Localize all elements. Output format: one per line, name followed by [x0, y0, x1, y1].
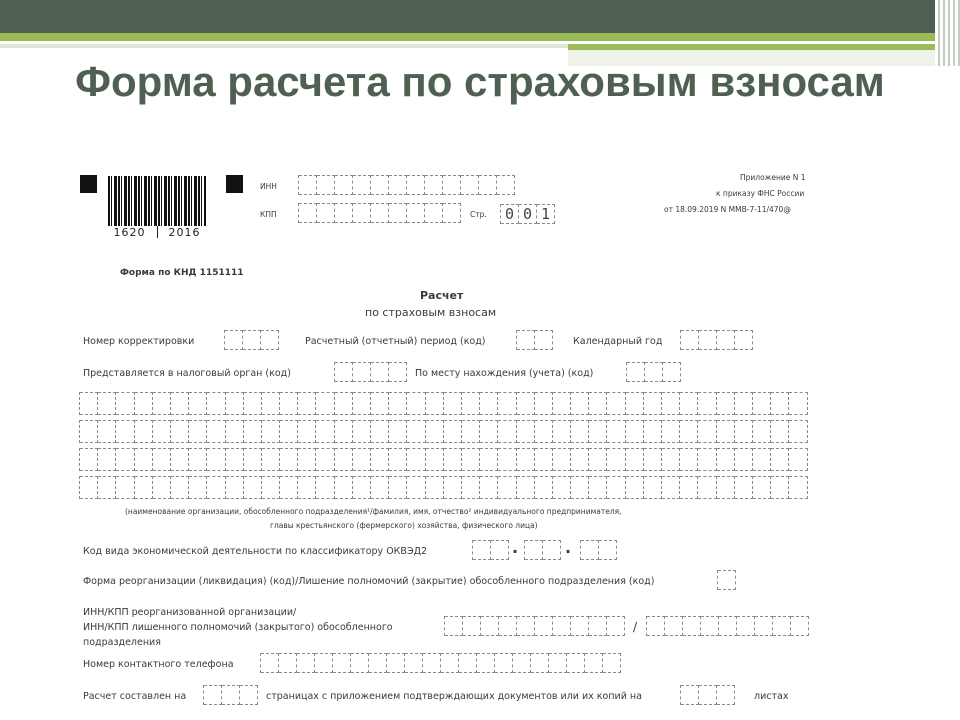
header-light-bar [0, 44, 568, 48]
org-name-cell[interactable] [644, 476, 662, 499]
org-name-cell[interactable] [771, 476, 789, 499]
org-name-cell[interactable] [335, 420, 353, 443]
org-name-cell[interactable] [262, 448, 280, 471]
org-name-cell[interactable] [316, 392, 334, 415]
org-name-cell[interactable] [462, 476, 480, 499]
org-name-cell[interactable] [607, 420, 625, 443]
org-name-cell[interactable] [353, 476, 371, 499]
org-name-caption-2: главы крестьянского (фермерского) хозяйства, физического лица) [270, 521, 538, 530]
marker-square-left [80, 175, 97, 193]
org-name-cell[interactable] [244, 476, 262, 499]
org-name-cell[interactable] [680, 420, 698, 443]
org-name-cell[interactable] [535, 476, 553, 499]
org-name-cell[interactable] [135, 420, 153, 443]
org-name-cell[interactable] [789, 448, 807, 471]
org-name-cell[interactable] [335, 392, 353, 415]
org-name-cell[interactable] [153, 476, 171, 499]
org-name-row-2[interactable] [79, 420, 808, 443]
org-name-cell[interactable] [262, 476, 280, 499]
org-name-cell[interactable] [607, 476, 625, 499]
org-name-cell[interactable] [771, 448, 789, 471]
org-name-cell[interactable] [517, 448, 535, 471]
org-name-cell[interactable] [589, 476, 607, 499]
appendix-line-1: Приложение N 1 [740, 173, 806, 182]
reorg-inn-label-1: ИНН/КПП реорганизованной организации/ [83, 607, 297, 618]
org-name-cell[interactable] [371, 420, 389, 443]
org-name-cell[interactable] [207, 476, 225, 499]
calendar-year-cells[interactable] [680, 330, 753, 350]
org-name-cell[interactable] [717, 476, 735, 499]
tax-authority-cells[interactable] [334, 362, 407, 382]
org-name-cell[interactable] [407, 448, 425, 471]
reorg-form-cell[interactable] [717, 570, 736, 590]
org-name-cell[interactable] [480, 392, 498, 415]
org-name-cell[interactable] [498, 476, 516, 499]
org-name-cell[interactable] [626, 392, 644, 415]
org-name-cell[interactable] [335, 476, 353, 499]
org-name-cell[interactable] [280, 448, 298, 471]
org-name-cell[interactable] [207, 392, 225, 415]
org-name-cell[interactable] [371, 476, 389, 499]
org-name-cell[interactable] [226, 392, 244, 415]
inn-cells[interactable] [298, 175, 515, 195]
org-name-cell[interactable] [498, 392, 516, 415]
org-name-cell[interactable] [535, 392, 553, 415]
org-name-cell[interactable] [98, 420, 116, 443]
okved-cells-3[interactable] [580, 540, 617, 560]
org-name-cell[interactable] [480, 476, 498, 499]
org-name-cell[interactable] [98, 476, 116, 499]
org-name-cell[interactable] [98, 392, 116, 415]
org-name-cell[interactable] [462, 392, 480, 415]
org-name-cell[interactable] [353, 448, 371, 471]
org-name-cell[interactable] [280, 392, 298, 415]
org-name-cell[interactable] [662, 420, 680, 443]
org-name-cell[interactable] [80, 420, 98, 443]
form-heading-2: по страховым взносам [365, 306, 497, 319]
period-code-label: Расчетный (отчетный) период (код) [305, 336, 486, 347]
calendar-year-label: Календарный год [573, 336, 663, 347]
org-name-cell[interactable] [771, 420, 789, 443]
org-name-cell[interactable] [680, 392, 698, 415]
reorg-inn-cells[interactable] [444, 616, 625, 636]
org-name-cell[interactable] [171, 448, 189, 471]
org-name-cell[interactable] [444, 476, 462, 499]
org-name-cell[interactable] [298, 392, 316, 415]
org-name-cell[interactable] [662, 476, 680, 499]
org-name-cell[interactable] [735, 392, 753, 415]
form-image [60, 160, 920, 720]
org-name-cell[interactable] [153, 420, 171, 443]
org-name-cell[interactable] [207, 420, 225, 443]
tax-authority-label: Представляется в налоговый орган (код) [83, 368, 291, 379]
barcode-number: 1620 2016 [108, 226, 206, 238]
org-name-cell[interactable] [626, 476, 644, 499]
appendix-line-2: к приказу ФНС России [716, 189, 805, 198]
org-name-cell[interactable] [535, 420, 553, 443]
org-name-cell[interactable] [135, 476, 153, 499]
org-name-cell[interactable] [607, 448, 625, 471]
org-name-cell[interactable] [753, 420, 771, 443]
org-name-cell[interactable] [753, 476, 771, 499]
org-name-cell[interactable] [116, 392, 134, 415]
org-name-cell[interactable] [571, 392, 589, 415]
org-name-cell[interactable] [444, 392, 462, 415]
org-name-cell[interactable] [98, 448, 116, 471]
okved-cells-2[interactable] [524, 540, 561, 560]
org-name-cell[interactable] [644, 420, 662, 443]
org-name-cell[interactable] [571, 420, 589, 443]
org-name-cell[interactable] [189, 420, 207, 443]
org-name-cell[interactable] [171, 392, 189, 415]
org-name-cell[interactable] [407, 476, 425, 499]
org-name-cell[interactable] [589, 448, 607, 471]
knd-code: Форма по КНД 1151111 [120, 268, 244, 278]
org-name-cell[interactable] [698, 420, 716, 443]
org-name-cell[interactable] [153, 448, 171, 471]
org-name-cell[interactable] [153, 392, 171, 415]
org-name-cell[interactable] [244, 420, 262, 443]
org-name-cell[interactable] [607, 392, 625, 415]
okved-dot-2: . [565, 538, 572, 557]
org-name-cell[interactable] [298, 420, 316, 443]
org-name-cell[interactable] [498, 448, 516, 471]
org-name-cell[interactable] [535, 448, 553, 471]
org-name-cell[interactable] [553, 448, 571, 471]
org-name-cell[interactable] [316, 420, 334, 443]
org-name-cell[interactable] [226, 476, 244, 499]
org-name-cell[interactable] [407, 392, 425, 415]
org-name-cell[interactable] [589, 420, 607, 443]
org-name-cell[interactable] [426, 476, 444, 499]
org-name-cell[interactable] [335, 448, 353, 471]
org-name-cell[interactable] [698, 476, 716, 499]
kpp-cells[interactable] [298, 203, 461, 223]
org-name-cell[interactable] [116, 420, 134, 443]
reorg-inn-label-3: подразделения [83, 637, 161, 648]
org-name-cell[interactable] [353, 420, 371, 443]
okved-label: Код вида экономической деятельности по классификатору ОКВЭД2 [83, 546, 428, 557]
org-name-cell[interactable] [244, 392, 262, 415]
org-name-cell[interactable] [262, 392, 280, 415]
org-name-cell[interactable] [589, 392, 607, 415]
reorg-inn-label-2: ИНН/КПП лишенного полномочий (закрытого) обособленного [83, 622, 393, 633]
org-name-cell[interactable] [571, 448, 589, 471]
header-stripes [935, 0, 960, 66]
org-name-cell[interactable] [426, 448, 444, 471]
org-name-cell[interactable] [353, 392, 371, 415]
marker-square-right [226, 175, 243, 193]
phone-label: Номер контактного телефона [83, 659, 234, 670]
org-name-cell[interactable] [189, 392, 207, 415]
org-name-cell[interactable] [462, 420, 480, 443]
org-name-cell[interactable] [753, 392, 771, 415]
org-name-cell[interactable] [553, 392, 571, 415]
org-name-cell[interactable] [571, 476, 589, 499]
org-name-cell[interactable] [735, 476, 753, 499]
org-name-cell[interactable] [171, 476, 189, 499]
correction-number-cells[interactable] [224, 330, 279, 350]
org-name-cell[interactable] [135, 392, 153, 415]
org-name-cell[interactable] [280, 420, 298, 443]
org-name-cell[interactable] [298, 448, 316, 471]
org-name-cell[interactable] [717, 392, 735, 415]
org-name-cell[interactable] [135, 448, 153, 471]
org-name-cell[interactable] [189, 476, 207, 499]
org-name-cell[interactable] [680, 476, 698, 499]
org-name-cell[interactable] [789, 392, 807, 415]
org-name-cell[interactable] [644, 448, 662, 471]
org-name-cell[interactable] [316, 448, 334, 471]
inn-label: ИНН [260, 182, 277, 191]
okved-dot-1: . [512, 538, 519, 557]
correction-number-label: Номер корректировки [83, 336, 195, 347]
org-name-cell[interactable] [553, 420, 571, 443]
org-name-cell[interactable] [626, 448, 644, 471]
org-name-cell[interactable] [498, 420, 516, 443]
org-name-cell[interactable] [262, 420, 280, 443]
slide-title: Форма расчета по страховым взносам [75, 58, 885, 105]
pages-suffix-label: листах [754, 691, 789, 702]
kpp-label: КПП [260, 210, 277, 219]
header-green-bar [0, 33, 935, 41]
org-name-cell[interactable] [426, 392, 444, 415]
org-name-cell[interactable] [517, 392, 535, 415]
org-name-cell[interactable] [480, 420, 498, 443]
org-name-row-4[interactable] [79, 476, 808, 499]
org-name-cell[interactable] [553, 476, 571, 499]
okved-cells-1[interactable] [472, 540, 509, 560]
org-name-cell[interactable] [789, 420, 807, 443]
org-name-cell[interactable] [226, 448, 244, 471]
org-name-cell[interactable] [371, 448, 389, 471]
org-name-cell[interactable] [517, 476, 535, 499]
org-name-cell[interactable] [407, 420, 425, 443]
org-name-cell[interactable] [389, 392, 407, 415]
org-name-cell[interactable] [517, 420, 535, 443]
page-label: Стр. [470, 210, 487, 219]
page-number-cells: 0 0 1 [500, 204, 555, 224]
org-name-cell[interactable] [280, 476, 298, 499]
org-name-cell[interactable] [680, 448, 698, 471]
org-name-cell[interactable] [753, 448, 771, 471]
org-name-caption-1: (наименование организации, обособленного подразделения¹/фамилия, имя, отчество² индивидуального предпринимателя, [125, 507, 622, 516]
pages-prefix-label: Расчет составлен на [83, 691, 187, 702]
org-name-cell[interactable] [789, 476, 807, 499]
org-name-cell[interactable] [189, 448, 207, 471]
org-name-cell[interactable] [444, 448, 462, 471]
org-name-cell[interactable] [389, 448, 407, 471]
pages-middle-label: страницах с приложением подтверждающих документов или их копий на [266, 691, 642, 702]
org-name-cell[interactable] [80, 448, 98, 471]
reorg-slash: / [633, 620, 638, 634]
org-name-cell[interactable] [426, 420, 444, 443]
org-name-cell[interactable] [698, 448, 716, 471]
org-name-cell[interactable] [717, 448, 735, 471]
org-name-cell[interactable] [316, 476, 334, 499]
org-name-cell[interactable] [662, 448, 680, 471]
org-name-cell[interactable] [80, 392, 98, 415]
location-label: По месту нахождения (учета) (код) [415, 368, 594, 379]
attachment-pages-cells[interactable] [680, 685, 735, 705]
reorg-form-label: Форма реорганизации (ликвидация) (код)/Лишение полномочий (закрытие) обособленного подразделения (код) [83, 576, 655, 587]
org-name-cell[interactable] [80, 476, 98, 499]
org-name-row-1[interactable] [79, 392, 808, 415]
barcode [108, 176, 206, 232]
org-name-cell[interactable] [371, 392, 389, 415]
org-name-cell[interactable] [244, 448, 262, 471]
org-name-cell[interactable] [626, 420, 644, 443]
org-name-cell[interactable] [171, 420, 189, 443]
org-name-row-3[interactable] [79, 448, 808, 471]
org-name-cell[interactable] [207, 448, 225, 471]
form-heading-1: Расчет [420, 289, 464, 302]
appendix-line-3: от 18.09.2019 N ММВ-7-11/470@ [664, 205, 791, 214]
org-name-cell[interactable] [298, 476, 316, 499]
org-name-cell[interactable] [444, 420, 462, 443]
reorg-kpp-cells[interactable] [646, 616, 809, 636]
phone-cells[interactable] [260, 653, 621, 673]
org-name-cell[interactable] [116, 476, 134, 499]
org-name-cell[interactable] [389, 476, 407, 499]
org-name-cell[interactable] [771, 392, 789, 415]
org-name-cell[interactable] [644, 392, 662, 415]
org-name-cell[interactable] [480, 448, 498, 471]
org-name-cell[interactable] [735, 448, 753, 471]
location-cells[interactable] [626, 362, 681, 382]
org-name-cell[interactable] [698, 392, 716, 415]
period-code-cells[interactable] [516, 330, 553, 350]
org-name-cell[interactable] [462, 448, 480, 471]
org-name-cell[interactable] [116, 448, 134, 471]
org-name-cell[interactable] [389, 420, 407, 443]
org-name-cell[interactable] [662, 392, 680, 415]
header-dark-bar [0, 0, 935, 33]
org-name-cell[interactable] [226, 420, 244, 443]
pages-count-cells[interactable] [203, 685, 258, 705]
org-name-cell[interactable] [717, 420, 735, 443]
org-name-cell[interactable] [735, 420, 753, 443]
